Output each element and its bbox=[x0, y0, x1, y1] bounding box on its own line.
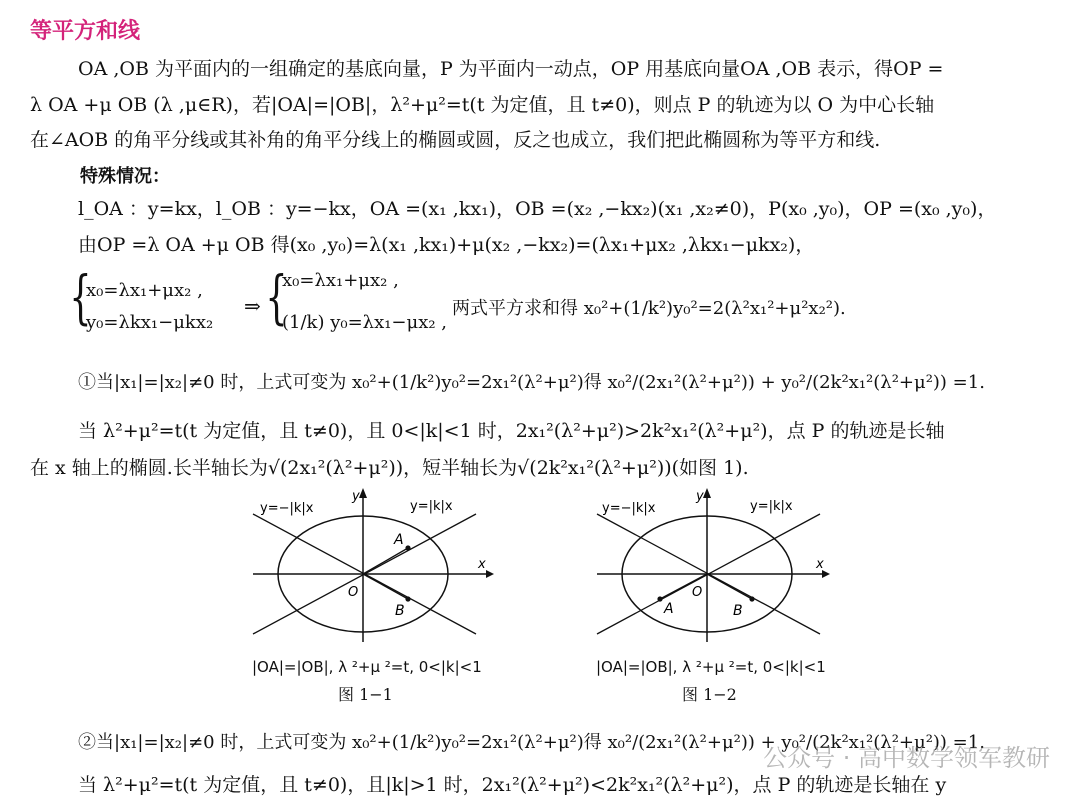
fig1-x-axis-label: x bbox=[478, 557, 486, 572]
fig2-caption: |OA|=|OB|, λ ²+μ ²=t, 0<|k|<1 bbox=[596, 658, 826, 676]
fig1-label: 图 1−1 bbox=[338, 685, 393, 704]
special-line-2: 由OP =λ OA +μ OB 得(x₀ ,y₀)=λ(x₁ ,kx₁)+μ(x₂ ,−kx₂)=(λx₁+μx₂ ,λkx₁−μkx₂)， bbox=[78, 234, 815, 256]
case1-line-1: ①当|x₁|=|x₂|≠0 时，上式可变为 x₀²+(1/k²)y₀²=2x₁²(λ²+μ²)得 x₀²/(2x₁²(λ²+μ²)) + y₀²/(2k²x₁²(λ²+μ²)) =1. bbox=[78, 372, 985, 393]
section-title: 等平方和线 bbox=[30, 19, 141, 44]
intro-line-1: OA ,OB 为平面内的一组确定的基底向量，P 为平面内一动点，OP 用基底向量OA ,OB 表示，得OP = bbox=[78, 58, 944, 80]
fig2-label: 图 1−2 bbox=[682, 685, 737, 704]
figure-1-1-graph bbox=[248, 482, 498, 652]
fig2-origin-label: O bbox=[692, 585, 703, 600]
fig1-right-line-label: y=|k|x bbox=[410, 499, 453, 514]
fig1-point-b-label: B bbox=[395, 603, 405, 619]
fig1-origin-label: O bbox=[348, 585, 359, 600]
fig2-x-axis-label: x bbox=[816, 557, 824, 572]
left-brace: { bbox=[69, 263, 92, 331]
fig2-left-line-label: y=−|k|x bbox=[602, 501, 656, 516]
fig2-point-a-label: A bbox=[664, 601, 674, 617]
system-left-eq-1: x₀=λx₁+μx₂ , bbox=[86, 280, 203, 301]
sum-of-squares-text: 两式平方求和得 x₀²+(1/k²)y₀²=2(λ²x₁²+μ²x₂²). bbox=[452, 298, 846, 319]
system-right-eq-1: x₀=λx₁+μx₂ , bbox=[282, 270, 399, 291]
right-brace: { bbox=[265, 263, 288, 331]
fig1-left-line-label: y=−|k|x bbox=[260, 501, 314, 516]
special-cases-heading: 特殊情况： bbox=[80, 166, 170, 187]
watermark: 公众号 · 高中数学领军教研 bbox=[763, 744, 1050, 772]
case1-line-2: 当 λ²+μ²=t(t 为定值，且 t≠0)，且 0<|k|<1 时，2x₁²(λ²+μ²)>2k²x₁²(λ²+μ²)，点 P 的轨迹是长轴 bbox=[78, 420, 945, 442]
fig1-caption: |OA|=|OB|, λ ²+μ ²=t, 0<|k|<1 bbox=[252, 658, 482, 676]
figure-1-1 bbox=[248, 482, 498, 702]
fig2-y-axis-label: y bbox=[696, 489, 704, 504]
case1-line-3: 在 x 轴上的椭圆.长半轴长为√(2x₁²(λ²+μ²))，短半轴长为√(2k²x₁²(λ²+μ²))(如图 1). bbox=[30, 457, 749, 479]
figure-1-2 bbox=[592, 482, 842, 702]
fig1-y-axis-label: y bbox=[352, 489, 360, 504]
case2-line-1: ②当|x₁|=|x₂|≠0 时，上式可变为 x₀²+(1/k²)y₀²=2x₁²(λ²+μ²)得 x₀²/(2x₁²(λ²+μ²)) + y₀²/(2k²x₁²(λ²+μ²)) =1. bbox=[78, 732, 985, 753]
special-line-1: l_OA ：y=kx，l_OB ：y=−kx，OA =(x₁ ,kx₁)，OB =(x₂ ,−kx₂)(x₁ ,x₂≠0)，P(x₀ ,y₀)，OP =(x₀ ,y₀)， bbox=[78, 198, 997, 220]
fig1-point-a-label: A bbox=[394, 532, 404, 548]
fig2-right-line-label: y=|k|x bbox=[750, 499, 793, 514]
fig2-point-b-label: B bbox=[733, 603, 743, 619]
implies-arrow: ⇒ bbox=[244, 294, 261, 318]
intro-line-3: 在∠AOB 的角平分线或其补角的角平分线上的椭圆或圆，反之也成立，我们把此椭圆称为等平方和线. bbox=[30, 129, 881, 151]
figure-1-2-graph bbox=[592, 482, 842, 652]
case2-line-2: 当 λ²+μ²=t(t 为定值，且 t≠0)，且|k|>1 时，2x₁²(λ²+μ²)<2k²x₁²(λ²+μ²)，点 P 的轨迹是长轴在 y bbox=[78, 774, 947, 796]
system-left-eq-2: y₀=λkx₁−μkx₂ bbox=[86, 312, 214, 333]
intro-line-2: λ OA +μ OB (λ ,μ∈R)，若|OA|=|OB|，λ²+μ²=t(t 为定值，且 t≠0)，则点 P 的轨迹为以 O 为中心长轴 bbox=[30, 94, 935, 116]
system-right-eq-2: (1/k) y₀=λx₁−μx₂ , bbox=[282, 312, 448, 333]
